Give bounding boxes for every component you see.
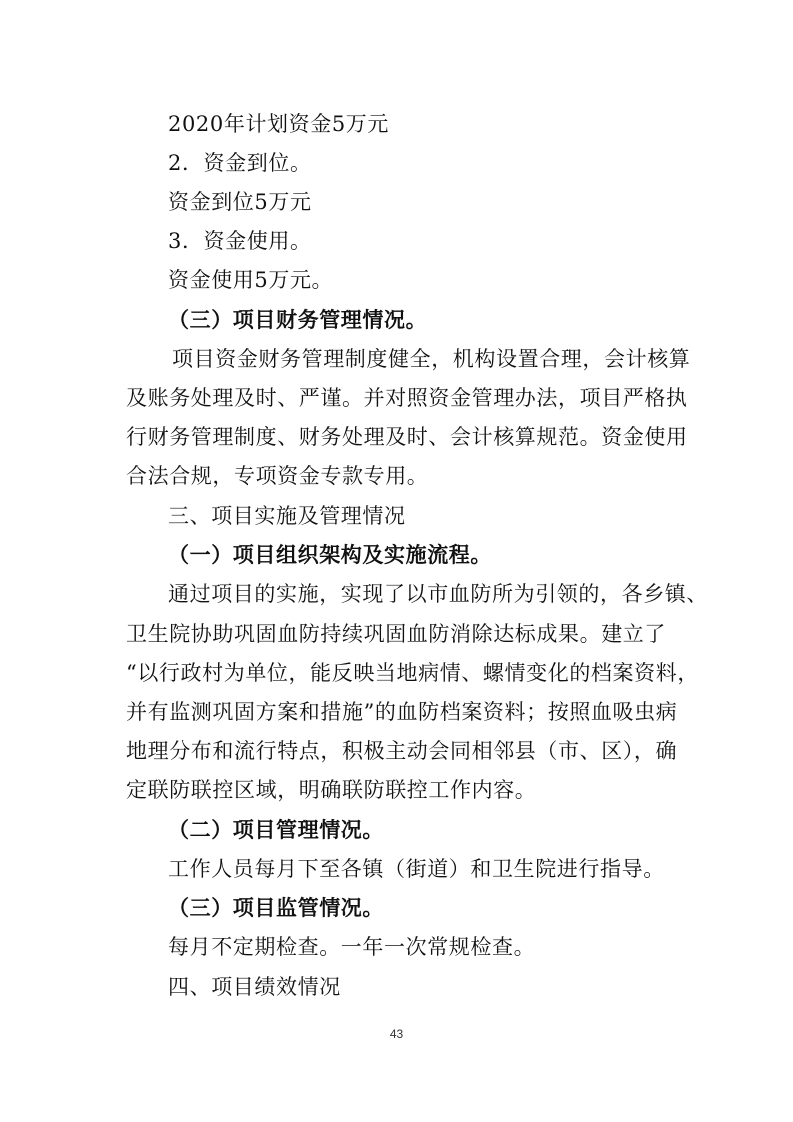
funds-arrival-line: 资金到位5万元 [168,190,312,214]
heading-organization-structure: （一）项目组织架构及实施流程。 [168,542,492,567]
paragraph-financial-line: 及账务处理及时、严谨。并对照资金管理办法，项目严格执 [126,386,688,410]
section-heading-implementation: 三、项目实施及管理情况 [168,504,406,528]
subheading-funds-arrival: 2．资金到位。 [168,151,312,175]
heading-project-supervision: （三）项目监管情况。 [168,895,384,920]
heading-financial-management: （三）项目财务管理情况。 [168,307,428,332]
paragraph-implementation-line: “以行政村为单位，能反映当地病情、螺情变化的档案资料， [126,661,699,685]
paragraph-financial-line: 项目资金财务管理制度健全，机构设置合理，会计核算 [172,347,691,371]
project-management-line: 工作人员每月下至各镇（街道）和卫生院进行指导。 [168,857,665,881]
paragraph-financial-line: 合法合规，专项资金专款专用。 [126,464,429,488]
paragraph-implementation-line: 定联防联控区域，明确联防联控工作内容。 [126,778,537,802]
subheading-funds-usage: 3．资金使用。 [168,229,312,253]
paragraph-financial-line: 行财务管理制度、财务处理及时、会计核算规范。资金使用 [126,425,688,449]
paragraph-implementation-line: 并有监测巩固方案和措施”的血防档案资料；按照血吸虫病 [126,700,678,724]
project-supervision-line: 每月不定期检查。一年一次常规检查。 [168,935,536,959]
paragraph-implementation-line: 通过项目的实施，实现了以市血防所为引领的，各乡镇、 [168,582,708,606]
paragraph-implementation-line: 卫生院协助巩固血防持续巩固血防消除达标成果。建立了 [126,622,666,646]
section-heading-performance: 四、项目绩效情况 [168,975,341,999]
heading-project-management: （二）项目管理情况。 [168,817,384,842]
page-number: 43 [389,1027,404,1041]
funding-plan-line: 2020年计划资金5万元 [168,112,390,136]
paragraph-implementation-line: 地理分布和流行特点，积极主动会同相邻县（市、区），确 [126,739,678,763]
funds-usage-line: 资金使用5万元。 [168,268,334,292]
